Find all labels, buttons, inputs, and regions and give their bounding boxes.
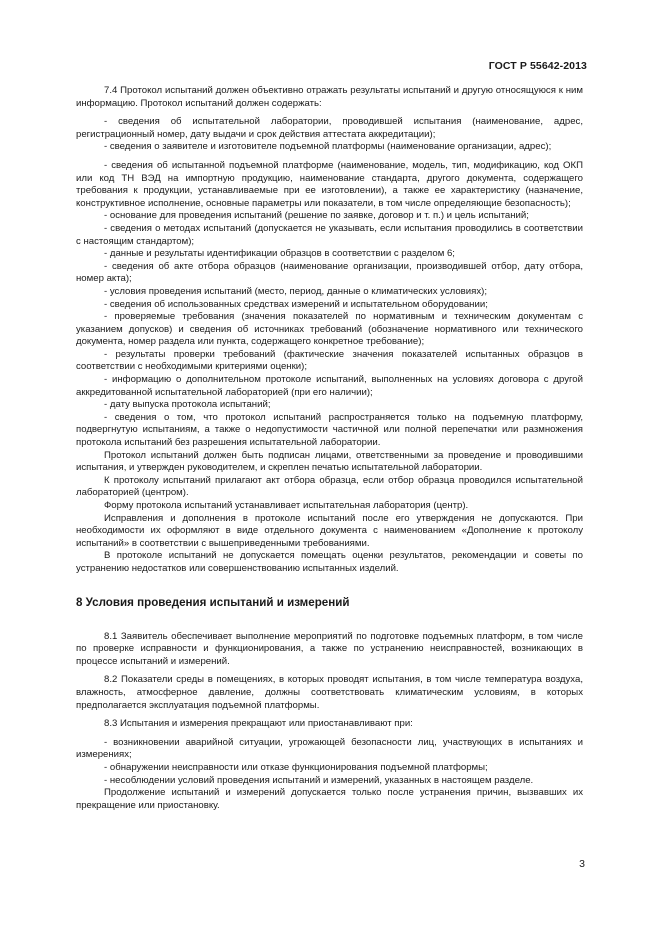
list-item: - основание для проведения испытаний (решение по заявке, договор и т. п.) и цель испытаний;: [104, 210, 529, 222]
section-8-3: 8.3 Испытания и измерения прекращают или приостанавливают при:: [104, 718, 413, 730]
list-item: - несоблюдении условий проведения испытаний и измерений, указанных в настоящем разделе.: [104, 774, 534, 786]
list-item: - сведения об испытательной лаборатории, проводившей испытания (наименование, адрес, регистрационный номер, дату выдачи и срок действия аттестата аккредитации);: [76, 116, 583, 140]
section-8-1: 8.1 Заявитель обеспечивает выполнение мероприятий по подготовке подъемных платформ, в том числе по проверке исправности и функционирования, а также по устранению неисправностей, возникающих в процессе испытаний и измерений.: [76, 630, 583, 667]
document-header-standard: ГОСТ Р 55642-2013: [488, 60, 587, 72]
list-item: - данные и результаты идентификации образцов в соответствии с разделом 6;: [104, 248, 455, 260]
list-item: - результаты проверки требований (фактические значения показателей испытанных образцов в соответствии с необходимыми критериями оценки);: [76, 348, 583, 373]
paragraph: Форму протокола испытаний устанавливает испытательная лаборатория (центр).: [104, 500, 469, 511]
list-item: - сведения о заявителе и изготовителе подъемной платформы (наименование организации, адрес);: [104, 141, 552, 153]
list-item: - сведения о том, что протокол испытаний распространяется только на подъемную платформу, подвергнутую испытаниям, а также о недопустимости частичной или полной перепечатки или размножения протокола испытаний без разрешения испытательной лаборатории.: [76, 411, 583, 449]
list-item: - дату выпуска протокола испытаний;: [104, 399, 271, 411]
page-number: 3: [579, 858, 585, 870]
section-8-heading: 8 Условия проведения испытаний и измерений: [76, 595, 350, 609]
paragraph: К протоколу испытаний прилагают акт отбора образца, если отбор образца проводился испытательной лабораторией (центром).: [76, 474, 583, 499]
list-item: - информацию о дополнительном протоколе испытаний, выполненных на условиях договора с другой аккредитованной испытательной лабораторией (при его наличии);: [76, 374, 583, 398]
page-content: [76, 85, 583, 812]
list-item: - возникновении аварийной ситуации, угрожающей безопасности лиц, участвующих в испытаниях и измерениях;: [76, 736, 583, 761]
list-item: - сведения об акте отбора образцов (наименование организации, производившей отбор, дату отбора, номер акта);: [76, 260, 583, 285]
paragraph: Продолжение испытаний и измерений допускается только после устранения причин, вызвавших их прекращение или приостановку.: [76, 787, 583, 811]
list-item: - обнаружении неисправности или отказе функционирования подъемной платформы;: [104, 761, 488, 773]
list-item: - условия проведения испытаний (место, период, данные о климатических условиях);: [104, 285, 487, 297]
list-item: - сведения об испытанной подъемной платформе (наименование, модель, тип, модификацию, код ОКП или код ТН ВЭД на импортную продукцию, наименование стандарта, другого документа, содержащего требования к продукции, устанавливаемые при ее изготовлении), а также ее характеристику (назначение, конструктивное исполнение, основные параметры или показатели, в том числе определяющие безопасность);: [76, 159, 583, 209]
section-8-2: 8.2 Показатели среды в помещениях, в которых проводят испытания, в том числе температура воздуха, влажность, атмосферное давление, должны соответствовать климатическим условиям, в которых предполагается эксплуатация подъемной платформы.: [76, 674, 583, 711]
paragraph: В протоколе испытаний не допускается помещать оценки результатов, рекомендации и советы по устранению недостатков или совершенствованию испытанных изделий.: [76, 550, 583, 574]
paragraph: Протокол испытаний должен быть подписан лицами, ответственными за проведение и проводившими испытания, и утвержден руководителем, и скреплен печатью испытательной лаборатории.: [76, 449, 583, 474]
list-item: - сведения об использованных средствах измерений и испытательном оборудовании;: [104, 298, 488, 310]
list-item: - сведения о методах испытаний (допускается не указывать, если испытания проводились в соответствии с настоящим стандартом);: [76, 222, 583, 247]
paragraph: Исправления и дополнения в протоколе испытаний после его утверждения не допускаются. При необходимости их оформляют в виде отдельного документа с наименованием «Дополнение к протоколу испытаний» в соответствии с вышеприведенными требованиями.: [76, 512, 583, 549]
section-7-4-intro: 7.4 Протокол испытаний должен объективно отражать результаты испытаний и другую относящуюся к ним информацию. Протокол испытаний должен содержать:: [76, 85, 583, 109]
list-item: - проверяемые требования (значения показателей по нормативным и техническим документам с указанием допусков) и сведения об источниках требований (обозначение нормативного или технического документа, номер раздела или пункта, содержащего конкретное требование);: [76, 311, 583, 348]
